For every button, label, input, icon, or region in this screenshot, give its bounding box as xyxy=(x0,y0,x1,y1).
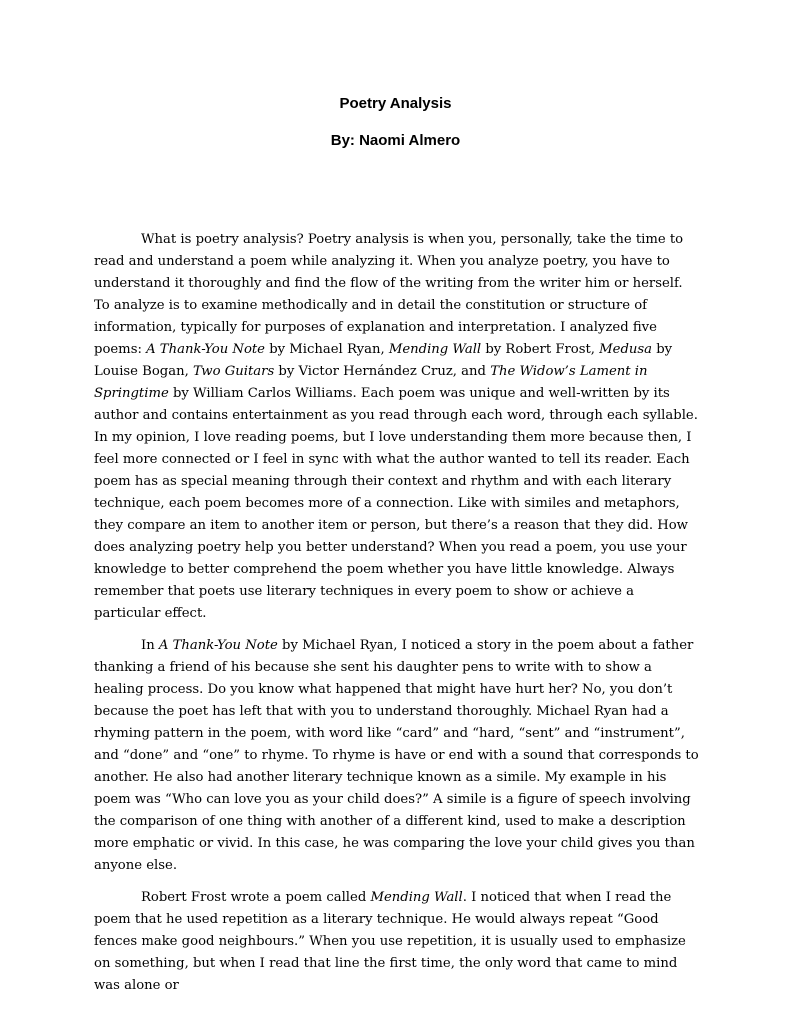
text-run: Robert Frost wrote a poem called xyxy=(141,890,371,905)
paragraph-thank-you-note xyxy=(94,635,700,877)
poem-title: A Thank-You Note xyxy=(158,638,278,653)
poem-title: A Thank-You Note xyxy=(146,342,265,357)
text-run: by Michael Ryan, xyxy=(265,342,389,357)
text-run: by William Carlos Williams. Each poem was unique and well-written by its author and contains entertainment as you read through each word, through each syllable. In my opinion, I love reading poems, but I love understanding them more because then, I feel more connected or I feel in sync with what the author wanted to tell its reader. Each poem has as special meaning through their context and rhythm and with each literary technique, each poem becomes more of a connection. Like with similes and metaphors, they compare an item to another item or person, but there’s a reason that they did. How does analyzing poetry help you better understand? When you read a poem, you use your knowledge to better comprehend the poem whether you have little knowledge. Always remember that poets use literary techniques in every poem to show or achieve a particular effect. xyxy=(94,386,698,621)
text-run: What is poetry analysis? Poetry analysis is when you, personally, take the time to read and understand a poem while analyzing it. When you analyze poetry, you have to understand it thoroughly and find the flow of the writing from the writer him or herself. To analyze is to examine methodically and in detail the constitution or structure of information, typically for purposes of explanation and interpretation. I analyzed five poems: xyxy=(94,232,684,357)
paragraph-intro xyxy=(94,229,700,625)
poem-title: Mending Wall xyxy=(370,890,463,905)
text-run: In xyxy=(141,638,159,653)
poem-title: Mending Wall xyxy=(388,342,482,357)
text-run: by Michael Ryan, I noticed a story in the poem about a father thanking a friend of his because she sent his daughter pens to write with to show a healing process. Do you know what happened that might have hurt her? No, you don’t because the poet has left that with you to understand thoroughly. Michael Ryan had a rhyming pattern in the poem, with word like “card” and “hard, “sent” and “instrument”, and “done” and “one” to rhyme. To rhyme is have or end with a sound that corresponds to another. He also had another literary technique known as a simile. My example in his poem was “Who can love you as your child does?” A simile is a figure of speech involving the comparison of one thing with another of a different kind, used to make a description more emphatic or vivid. In this case, he was comparing the love your child gives you than anyone else. xyxy=(94,638,699,873)
essay-body xyxy=(94,229,700,997)
text-run: by Louise Bogan, xyxy=(94,342,673,379)
text-run: by Victor Hernández Cruz, and xyxy=(274,364,491,379)
document-title: Poetry Analysis xyxy=(339,95,452,112)
text-run: . I noticed that when I read the poem that he used repetition as a literary technique. He would always repeat “Good fences make good neighbours.” When you use repetition, it is usually used to emphasize on something, but when I read that line the first time, the only word that came to mind was alone or xyxy=(94,890,686,993)
poem-title: Two Guitars xyxy=(192,364,275,379)
poem-title: The Widow’s Lament in Springtime xyxy=(94,364,648,401)
text-run: by Robert Frost, xyxy=(481,342,600,357)
author-byline: By: Naomi Almero xyxy=(330,132,461,149)
paragraph-mending-wall xyxy=(94,887,700,997)
poem-title: Medusa xyxy=(599,342,653,357)
